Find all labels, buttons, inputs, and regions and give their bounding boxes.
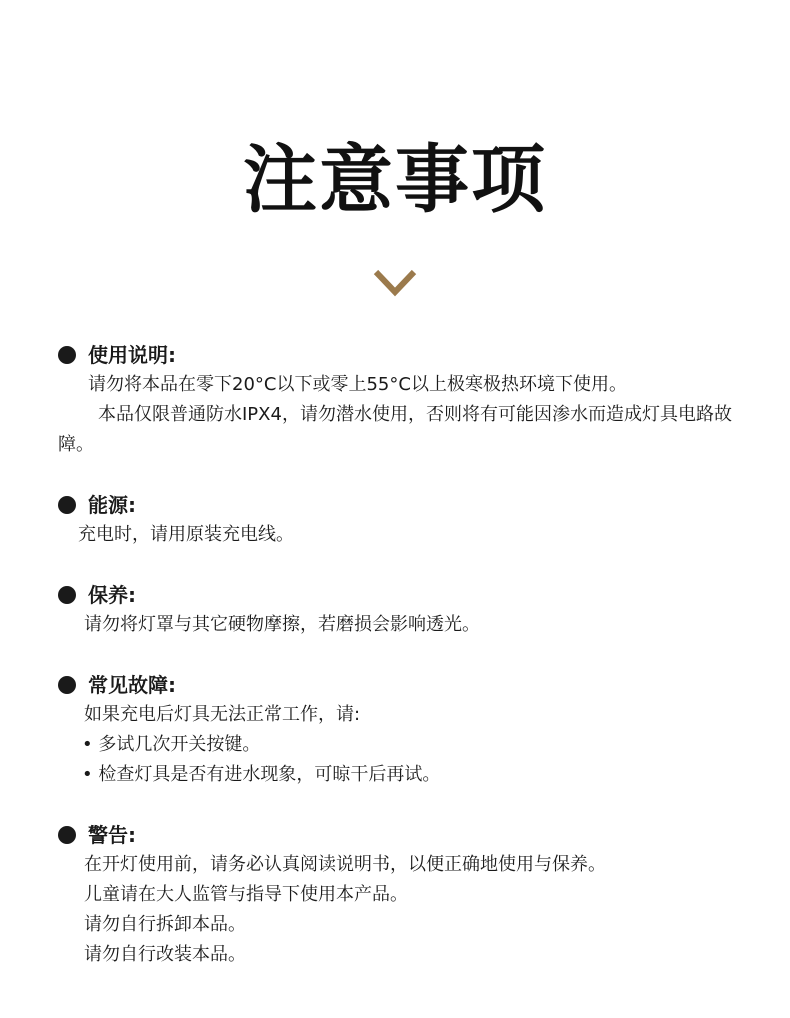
warning-line: 请勿自行改装本品。 — [84, 944, 246, 965]
page-title: 注意事项 — [243, 137, 547, 223]
bullet-icon — [58, 346, 76, 364]
bullet-icon — [58, 826, 76, 844]
power-line-1: 充电时，请用原装充电线。 — [78, 524, 294, 545]
section-heading: 能源: — [58, 490, 758, 520]
usage-line-2: 本品仅限普通防水IPX4，请勿潜水使用，否则将有可能因渗水而造成灯具电路故障。 — [58, 404, 732, 455]
troubleshooting-line-1: 如果充电后灯具无法正常工作，请: — [84, 704, 361, 725]
warning-line: 请勿自行拆卸本品。 — [84, 914, 246, 935]
section-maintenance — [58, 580, 758, 640]
section-heading: 警告: — [58, 820, 758, 850]
section-heading: 保养: — [58, 580, 758, 610]
section-heading: 常见故障: — [58, 670, 758, 700]
bullet-icon — [58, 586, 76, 604]
warning-line: 儿童请在大人监管与指导下使用本产品。 — [84, 884, 408, 905]
section-usage — [58, 340, 758, 460]
troubleshooting-item: • 多试几次开关按键。 — [82, 734, 261, 755]
section-troubleshooting — [58, 670, 758, 790]
troubleshooting-item: • 检查灯具是否有进水现象，可晾干后再试。 — [82, 764, 441, 785]
warning-line: 在开灯使用前，请务必认真阅读说明书，以便正确地使用与保养。 — [84, 854, 606, 875]
usage-line-1: 请勿将本品在零下20°C以下或零上55°C以上极寒极热环境下使用。 — [88, 374, 627, 395]
maintenance-line-1: 请勿将灯罩与其它硬物摩擦，若磨损会影响透光。 — [84, 614, 480, 635]
bullet-icon — [58, 496, 76, 514]
bullet-icon — [58, 676, 76, 694]
section-heading: 使用说明: — [58, 340, 758, 370]
section-warning — [58, 820, 758, 970]
section-power — [58, 490, 758, 550]
chevron-down-icon — [372, 268, 418, 298]
